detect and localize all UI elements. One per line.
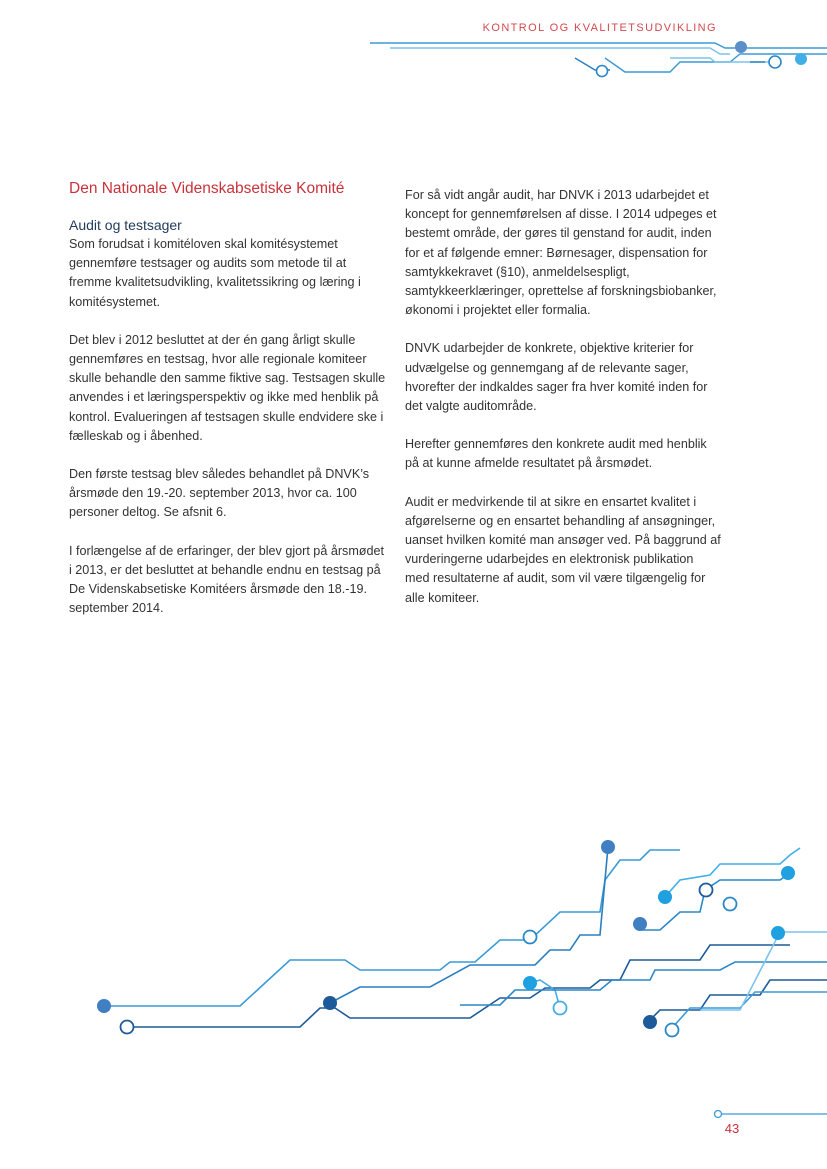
circuit-trace xyxy=(127,945,790,1027)
circuit-node xyxy=(323,996,337,1010)
circuit-node xyxy=(633,917,647,931)
circuit-node xyxy=(735,41,747,53)
circuit-node xyxy=(658,890,672,904)
circuit-node xyxy=(597,66,608,77)
circuit-node xyxy=(795,53,807,65)
circuit-node xyxy=(554,1002,567,1015)
circuit-trace xyxy=(605,54,827,72)
page-number-rule xyxy=(712,1108,827,1120)
circuit-trace xyxy=(665,848,800,897)
running-header: KONTROL OG KVALITETSUDVIKLING xyxy=(482,22,717,34)
paragraph: DNVK udarbejder de konkrete, objektive kriterier for udvælgelse og gennemgang af de relevante sager, hvorefter der indkaldes sager fra hver komité inden for det valgte auditområde. xyxy=(405,341,708,414)
circuit-trace xyxy=(370,43,827,48)
circuit-header-decoration xyxy=(370,30,827,90)
circuit-node xyxy=(643,1015,657,1029)
section-title: Den Nationale Videnskabsetiske Komité xyxy=(69,180,345,197)
paragraph: Den første testsag blev således behandlet på DNVK’s årsmøde den 19.-20. september 2013, hvor ca. 100 personer deltog. Se afsnit 6. xyxy=(69,467,370,520)
circuit-node xyxy=(523,976,537,990)
paragraph: Som forudsat i komitéloven skal komitésystemet gennemføre testsager og audits som metode til at fremme kvalitetsudvikling, kvalitetssikring og læring i komitésystemet. xyxy=(69,237,361,309)
circuit-node xyxy=(700,884,713,897)
circuit-node xyxy=(724,898,737,911)
circuit-node xyxy=(524,931,537,944)
circuit-node xyxy=(771,926,785,940)
right-column xyxy=(405,186,721,627)
paragraph: I forlængelse af de erfaringer, der blev gjort på årsmødet i 2013, er det besluttet at behandle endnu en testsag på De Videnskabsetiske Komitéers årsmøde den 18.-19. september 2014. xyxy=(69,543,385,616)
page-number: 43 xyxy=(724,1121,740,1136)
subheading-audit: Audit og testsager xyxy=(69,217,182,233)
circuit-trace xyxy=(390,48,730,54)
circuit-trace xyxy=(650,980,827,1020)
circuit-trace xyxy=(330,847,608,1003)
circuit-node xyxy=(666,1024,679,1037)
circuit-trace xyxy=(104,850,680,1006)
circuit-node xyxy=(121,1021,134,1034)
circuit-node xyxy=(601,840,615,854)
paragraph: Det blev i 2012 besluttet at der én gang årligt skulle gennemføres en testsag, hvor alle regionale komiteer skulle behandle den samme fiktive sag. Testsagen skulle anvendes i et læringsperspektiv og ikke med henblik på kontrol. Evalueringen af testsagen skulle endvidere ske i fælleskab og i åbenhed. xyxy=(69,332,386,443)
circuit-node xyxy=(97,999,111,1013)
circuit-node xyxy=(769,56,781,68)
paragraph: Herefter gennemføres den konkrete audit med henblik på at kunne afmelde resultatet på årsmødet. xyxy=(405,437,707,471)
paragraph: For så vidt angår audit, har DNVK i 2013 udarbejdet et koncept for gennemførelsen af disse. I 2014 udpeges et bestemt område, der gøres til genstand for audit, inden for et af følgende emner: Børnesager, dispensation for samtykkekravet (§10), anmeldelsespligt, samtykkeerklæringer, oprettelse af forskningsbiobanker, økonomi i projektet eller formalia. xyxy=(405,188,717,318)
circuit-footer-decoration xyxy=(0,820,827,1060)
circuit-node xyxy=(781,866,795,880)
left-column xyxy=(69,180,389,637)
circuit-trace xyxy=(700,932,827,1010)
paragraph: Audit er medvirkende til at sikre en ensartet kvalitet i afgørelserne og en ensartet behandling af ansøgninger, uanset hvilken komité man ansøger ved. På baggrund af vurderingerne udarbejdes en elektronisk publikation med resultaterne af audit, som vil være tilgængelig for alle komiteer. xyxy=(405,494,721,605)
